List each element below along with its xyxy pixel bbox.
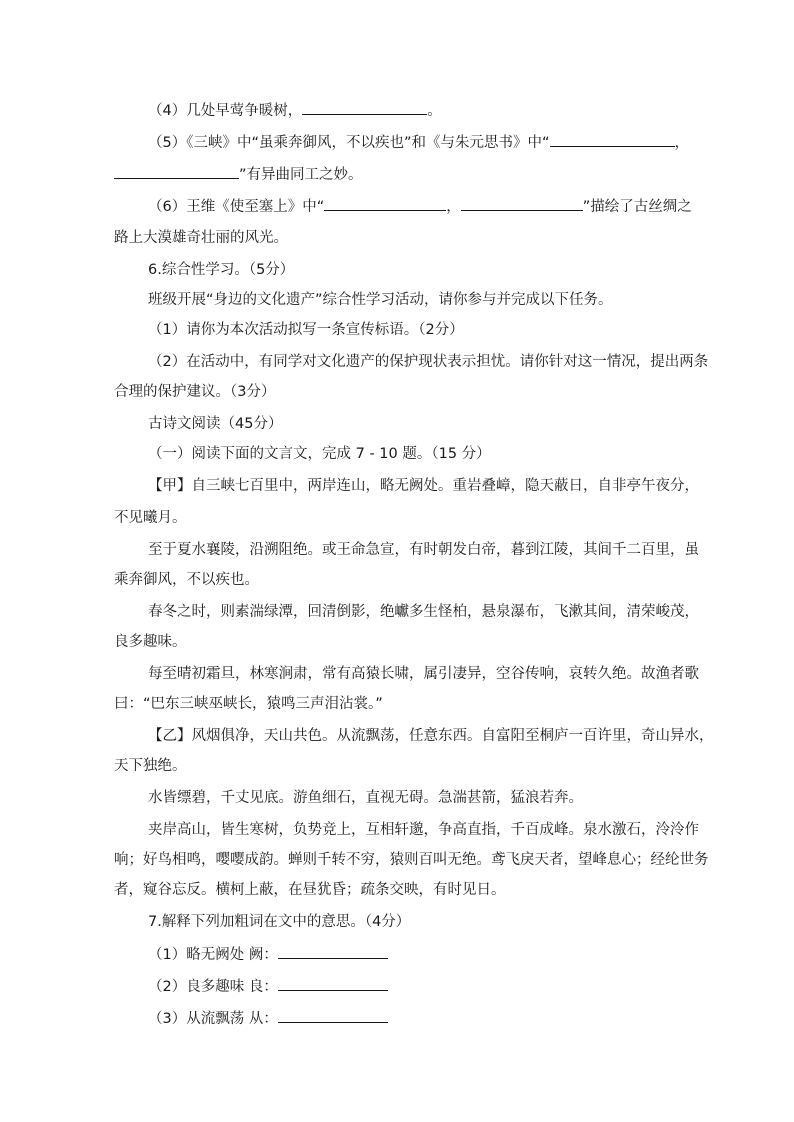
q5-item-5-line1: （5）《三峡》中“虽乘奔御风，不以疾也”和《与朱元思书》中“ ， — [148, 132, 689, 153]
passage-yi-p1-cont: 天下独绝。 — [114, 758, 187, 774]
question-6-task-1: （1）请你为本次活动拟写一条宣传标语。（2分） — [148, 322, 464, 338]
passage-jia-p1-cont: 不见曦月。 — [114, 510, 187, 526]
passage-jia-p1: 【甲】自三峡七百里中，两岸连山，略无阙处。重岩叠嶂，隐天蔽日，自非亭午夜分， — [148, 478, 699, 494]
passage-yi-p3-cont2: 者，窥谷忘反。横柯上蔽，在昼犹昏；疏条交映，有时见日。 — [114, 882, 506, 898]
passage-jia-p3-cont: 良多趣味。 — [114, 634, 187, 650]
question-6-heading: 6.综合性学习。（5分） — [148, 262, 295, 278]
passage-jia-p2: 至于夏水襄陵，沿溯阻绝。或王命急宣，有时朝发白帝，暮到江陵，其间千二百里，虽 — [148, 542, 699, 558]
q5-item-5-line2: ”有异曲同工之妙。 — [114, 164, 363, 185]
answer-blank[interactable] — [324, 196, 446, 211]
question-7-heading: 7.解释下列加粗词在文中的意思。（4分） — [148, 914, 411, 930]
answer-blank[interactable] — [278, 944, 388, 959]
subsection-heading: （一）阅读下面的文言文，完成 7 - 10 题。（15 分） — [148, 446, 491, 462]
question-6-intro: 班级开展“身边的文化遗产”综合性学习活动，请你参与并完成以下任务。 — [148, 292, 613, 308]
q5-item-6-line1: （6）王维《使至塞上》中“ ， ”描绘了古丝绸之 — [148, 196, 692, 217]
q5-item-4-text: （4）几处早莺争暖树， — [148, 103, 303, 119]
section-heading: 古诗文阅读（45分） — [148, 416, 283, 432]
answer-blank[interactable] — [278, 1008, 388, 1023]
q5-item-5-text: （5）《三峡》中“虽乘奔御风，不以疾也”和《与朱元思书》中“ — [148, 135, 550, 151]
passage-yi-p1: 【乙】风烟俱净，天山共色。从流飘荡，任意东西。自富阳至桐庐一百许里，奇山异水， — [148, 728, 714, 744]
question-7-item-1: （1）略无阙处 阙： — [148, 944, 388, 965]
passage-jia-p3: 春冬之时，则素湍绿潭，回清倒影，绝巘多生怪柏，悬泉瀑布，飞漱其间，清荣峻茂， — [148, 604, 699, 620]
passage-yi-p2: 水皆缥碧，千丈见底。游鱼细石，直视无碍。急湍甚箭，猛浪若奔。 — [148, 790, 583, 806]
passage-jia-p2-cont: 乘奔御风，不以疾也。 — [114, 572, 259, 588]
question-6-task-2-cont: 合理的保护建议。（3分） — [114, 384, 276, 400]
question-7-item-3: （3）从流飘荡 从： — [148, 1008, 388, 1029]
q5-item-6-line2: 路上大漠雄奇壮丽的风光。 — [114, 230, 288, 246]
passage-yi-p3-cont1: 响；好鸟相鸣，嘤嘤成韵。蝉则千转不穷，猿则百叫无绝。鸢飞戾天者，望峰息心；经纶世务 — [114, 852, 709, 868]
answer-blank[interactable] — [302, 100, 427, 115]
question-6-task-2: （2）在活动中，有同学对文化遗产的保护现状表示担忧。请你针对这一情况，提出两条 — [148, 354, 709, 370]
q5-item-6-text: （6）王维《使至塞上》中“ — [148, 199, 325, 215]
q5-item-4: （4）几处早莺争暖树， 。 — [148, 100, 442, 121]
passage-yi-p3: 夹岸高山，皆生寒树，负势竞上，互相轩邈，争高直指，千百成峰。泉水激石，泠泠作 — [148, 822, 699, 838]
answer-blank[interactable] — [114, 164, 239, 179]
answer-blank[interactable] — [550, 132, 675, 147]
question-7-item-2: （2）良多趣味 良： — [148, 976, 388, 997]
passage-jia-p4: 每至晴初霜旦，林寒涧肃，常有高猿长啸，属引凄异，空谷传响，哀转久绝。故渔者歌 — [148, 666, 699, 682]
answer-blank[interactable] — [461, 196, 583, 211]
passage-jia-p4-cont: 曰：“巴东三峡巫峡长，猿鸣三声泪沾裳。” — [114, 696, 383, 712]
answer-blank[interactable] — [278, 976, 388, 991]
